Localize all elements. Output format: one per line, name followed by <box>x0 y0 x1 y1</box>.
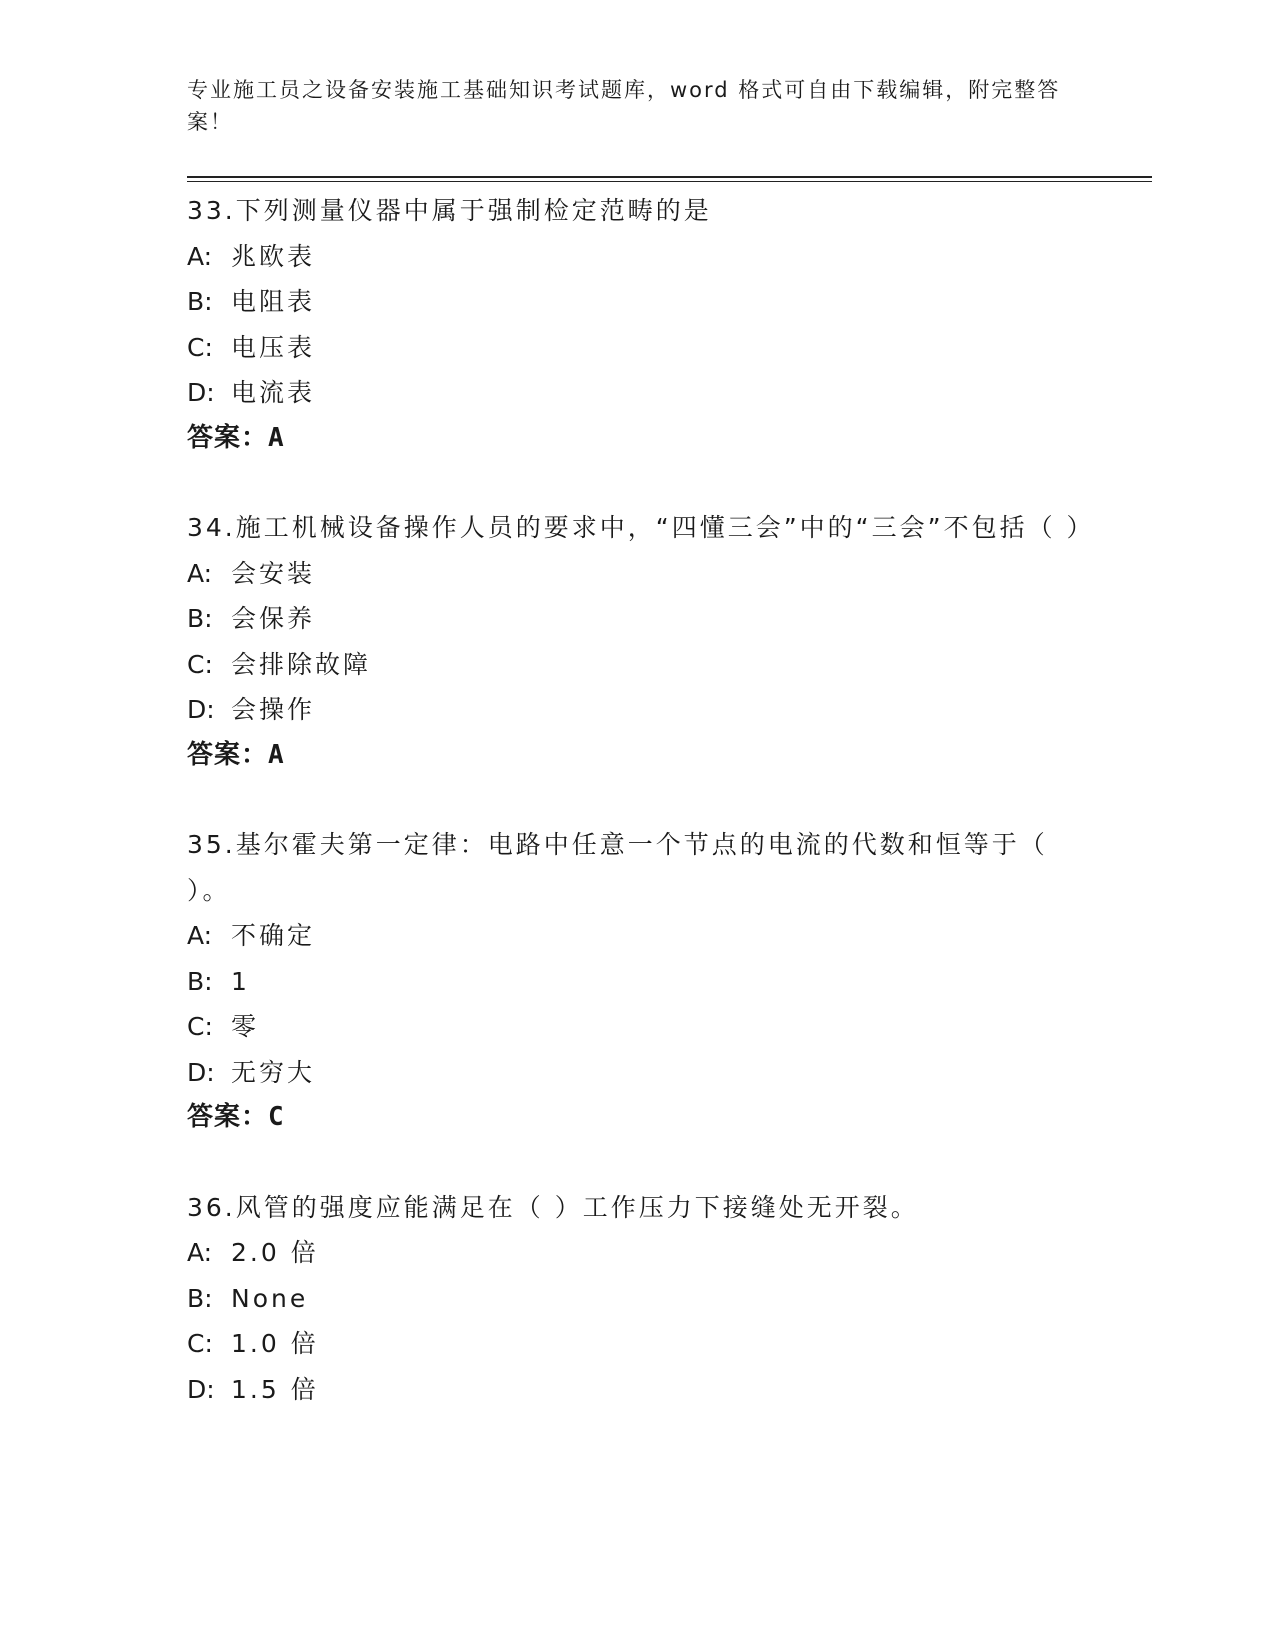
question-35 <box>187 822 1087 1141</box>
question-33 <box>187 188 1087 461</box>
answer-line <box>187 416 1087 462</box>
question-stem: 36.风管的强度应能满足在（ ）工作压力下接缝处无开裂。 <box>187 1192 919 1222</box>
option-d <box>187 687 1087 733</box>
option-text: 兆欧表 <box>231 241 316 271</box>
option-a <box>187 1230 1087 1276</box>
option-text: 会操作 <box>231 695 316 724</box>
answer-value: C <box>268 1102 285 1132</box>
answer-value: A <box>268 422 285 453</box>
option-c <box>187 1321 1087 1367</box>
option-text: 零 <box>231 1012 260 1041</box>
option-b <box>187 596 1087 642</box>
option-key: B: <box>187 966 213 996</box>
option-text: 2.0 倍 <box>231 1238 319 1267</box>
question-stem: 35.基尔霍夫第一定律：电路中任意一个节点的电流的代数和恒等于（ ）。 <box>187 830 1048 905</box>
option-key: C: <box>187 1329 213 1358</box>
option-key: C: <box>187 332 213 362</box>
option-b <box>187 279 1087 325</box>
question-34 <box>187 505 1095 778</box>
answer-label: 答案： <box>187 739 269 770</box>
option-text: 电压表 <box>231 332 316 362</box>
option-text: 1 <box>231 966 250 996</box>
option-text: 电流表 <box>231 378 316 407</box>
option-key: A: <box>187 921 213 950</box>
option-b <box>187 1276 1087 1322</box>
option-key: A: <box>187 558 213 588</box>
option-text: 不确定 <box>231 921 316 950</box>
question-list <box>187 188 1095 1456</box>
question-stem: 34.施工机械设备操作人员的要求中，“四懂三会”中的“三会”不包括（ ） <box>187 513 1095 542</box>
option-key: B: <box>187 1283 213 1313</box>
option-text: 1.5 倍 <box>231 1374 319 1404</box>
document-header: 专业施工员之设备安装施工基础知识考试题库，word 格式可自由下载编辑，附完整答案！ <box>187 78 1061 134</box>
option-text: 1.0 倍 <box>231 1329 319 1358</box>
option-text: 电阻表 <box>231 287 316 316</box>
question-stem: 33.下列测量仪器中属于强制检定范畴的是 <box>187 196 712 225</box>
option-d <box>187 1050 1087 1096</box>
option-text: None <box>231 1283 309 1313</box>
answer-label: 答案： <box>187 1102 269 1132</box>
option-key: B: <box>187 604 213 633</box>
answer-label: 答案： <box>187 422 269 453</box>
option-key: A: <box>187 241 213 271</box>
header-divider-thick <box>187 176 1152 178</box>
option-a <box>187 234 1087 280</box>
option-text: 无穷大 <box>231 1057 316 1087</box>
option-d <box>187 1367 1087 1413</box>
option-key: D: <box>187 1057 215 1087</box>
option-text: 会保养 <box>231 604 316 633</box>
option-text: 会排除故障 <box>231 649 372 679</box>
option-d <box>187 370 1087 416</box>
option-key: D: <box>187 1374 215 1404</box>
option-key: D: <box>187 378 215 407</box>
option-key: A: <box>187 1238 213 1267</box>
option-c <box>187 325 1087 371</box>
option-key: C: <box>187 1012 213 1041</box>
option-c <box>187 1004 1087 1050</box>
option-a <box>187 913 1087 959</box>
option-key: C: <box>187 649 213 679</box>
option-key: B: <box>187 287 213 316</box>
answer-line <box>187 733 1087 779</box>
option-key: D: <box>187 695 215 724</box>
option-b <box>187 959 1087 1005</box>
answer-value: A <box>268 739 285 770</box>
answer-line <box>187 1095 1087 1141</box>
option-text: 会安装 <box>231 558 316 588</box>
option-a <box>187 551 1087 597</box>
header-divider-thin <box>187 181 1152 182</box>
question-36 <box>187 1185 1087 1413</box>
option-c <box>187 642 1087 688</box>
